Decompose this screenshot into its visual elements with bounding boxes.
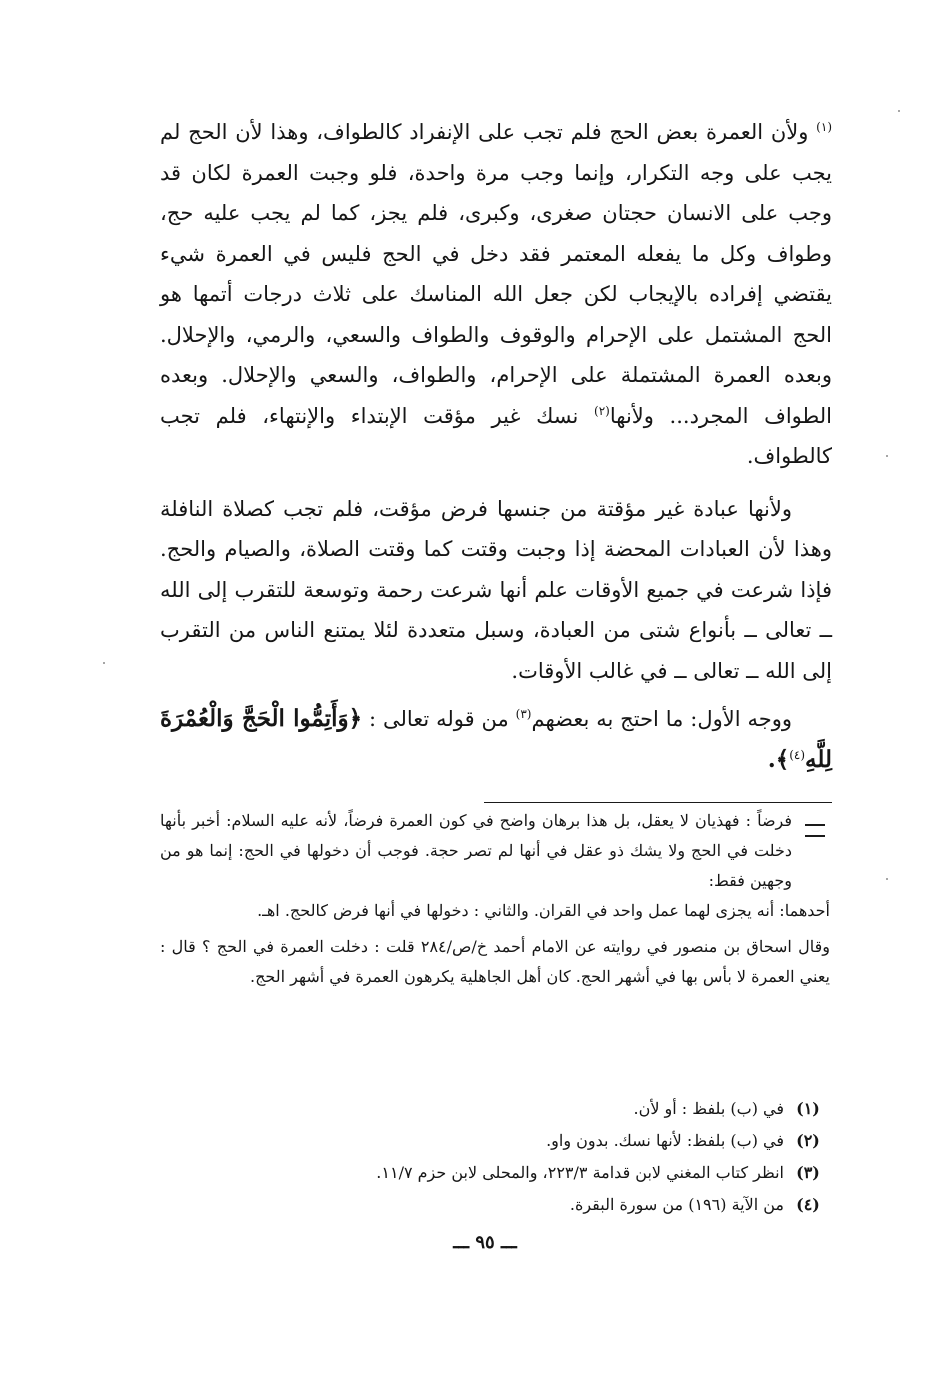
paragraph-3-text-b: من قوله تعالى : [369,707,509,731]
footnote-3 [160,1157,832,1189]
footnote-3-text: انظر كتاب المغني لابن قدامة ٢٢٣/٣، والمحلى لابن حزم ١١/٧. [376,1163,784,1182]
paragraph-2-text: ولأنها عبادة غير مؤقتة من جنسها فرض مؤقت، فلم تجب كصلاة النافلة وهذا لأن العبادات المحضة إذا وجبت وقتت كما وقتت الصلاة، والصيام والحج. فإذا شرعت في جميع الأوقات علم أنها شرعت رحمة وتوسعة للتقرب إلى الله ــ تعالى ــ بأنواع شتى من العبادة، وسبل متعددة لئلا يمتنع الناس من التقرب إلى الله ــ تعالى ــ في غالب الأوقات. [160,496,832,683]
paragraph-3 [160,699,832,780]
scan-speck [898,110,900,112]
footnote-4 [160,1189,832,1221]
continuation-mark [805,824,825,837]
footnote-1-text: في (ب) بلفظ : أو لأن. [633,1099,784,1118]
footnote-3-number: (٣) [796,1163,820,1182]
footnote-4-text: من الآية (١٩٦) من سورة البقرة. [569,1195,784,1214]
footnote-marker-3: (٣) [515,707,532,721]
footnote-marker-4: (٤) [789,747,806,762]
paragraph-3-text-a: ووجه الأول: ما احتج به بعضهم [531,707,792,731]
note-line-2: أحدهما: أنه يجزى لهما عمل واحد في القران. والثاني : دخولها في أنها فرض كالحج. اهـ. [257,901,830,920]
note-line-1: فرضاً : فهذيان لا يعقل، بل هذا برهان واضح في كون العمرة فرضاً، لأنه عليه السلام: أخبر بأنها دخلت في الحج ولا يشك ذو عقل في أنها لم تصر حجة. فوجب أن دخولها في الحج: إنما هو من وجهين فقط: [160,811,793,890]
footnote-1 [160,1093,832,1125]
footnotes-list [160,1093,832,1221]
paragraph-2 [160,489,832,692]
footnote-2 [160,1125,832,1157]
footnote-4-number: (٤) [796,1195,820,1214]
footnote-1-number: (١) [796,1099,820,1118]
quran-verse-close: ﴾. [767,745,790,773]
page-number: ـــ ٩٥ ـــ [453,1232,517,1253]
scan-speck [886,878,888,880]
scan-speck [103,662,105,664]
quran-verse: ﴿وَأَتِمُّوا الْحَجَّ وَالْعُمْرَةَ لِلَّهِ [160,705,832,773]
paragraph-1-text-a: ولأن العمرة بعض الحج فلم تجب على الإنفراد كالطواف، وهذا لأن الحج لم يجب على وجه التكرار، وإنما وجب مرة واحدة، فلو وجبت العمرة لكان قد وجب على الانسان حجتان صغرى، وكبرى، فلم يجز، كما لم يجب عليه حج، وطواف وكل ما يفعله المعتمر فقد دخل في الحج فليس في العمرة شيء يقتضي إفراده بالإيجاب لكن جعل الله المناسك على ثلاث درجات أتمها هو الحج المشتمل على الإحرام والوقوف والطواف والسعي، والرمي، والإحلال. وبعده العمرة المشتملة على الإحرام، والطواف، والسعي والإحلال. وبعده الطواف المجرد... ولأنها [160,120,832,428]
footnote-2-number: (٢) [796,1131,820,1150]
footnote-2-text: في (ب) بلفظ: لأنها نسك. بدون واو. [546,1131,784,1150]
scan-speck [886,455,888,457]
footnote-marker-2: (٢) [594,403,610,418]
main-text [160,112,832,780]
paragraph-1-text-b: نسك غير مؤقت الإبتداء والإنتهاء، فلم تجب كالطواف. [160,403,832,468]
footnote-separator-line [484,802,832,803]
paragraph-1 [160,112,832,477]
continued-footnote [160,806,830,992]
note-line-3: وقال اسحاق بن منصور في روايته عن الامام أحمد خ/ص/٢٨٤ قلت : دخلت العمرة في الحج ؟ قال : يعني العمرة لا بأس بها في أشهر الحج. كان أهل الجاهلية يكرهون العمرة في أشهر الحج. [160,937,830,986]
footnote-marker-1: (١) [816,120,832,134]
